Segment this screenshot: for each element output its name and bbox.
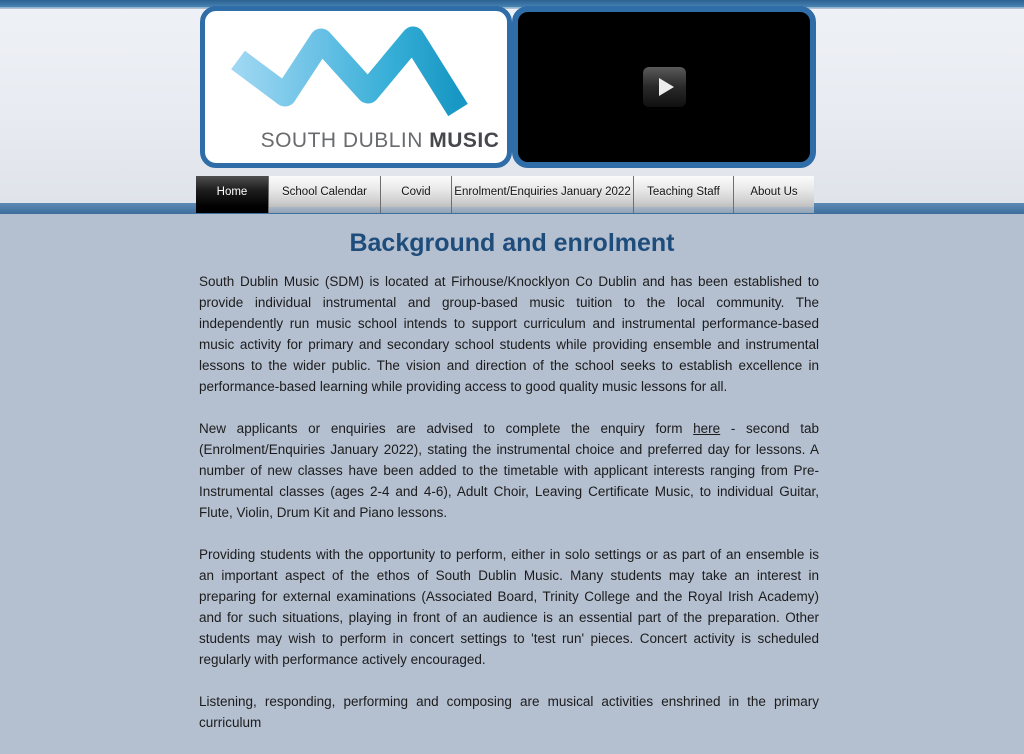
main-navigation <box>196 176 814 213</box>
paragraph-performance: Providing students with the opportunity to perform, either in solo settings or as part of an ensemble is an important aspect of the ethos of South Dublin Music. Many students may take an interest in preparing for external examinations (Associated Board, Trinity College and the Royal Irish Academy) and for such situations, playing in front of an audience is an essential part of the preparation. Other students may wish to perform in concert settings to 'test run' pieces. Concert activity is scheduled regularly with performance actively encouraged. <box>199 547 819 667</box>
tab-about-us-label: About Us <box>734 176 814 207</box>
tab-covid-label: Covid <box>381 176 451 207</box>
tab-enrolment-enquiries-label: Enrolment/Enquiries January 2022 <box>452 176 633 207</box>
brand-name-left: SOUTH DUBLIN <box>260 129 430 152</box>
paragraph-enrolment-before-link: New applicants or enquiries are advised to complete the enquiry form <box>199 421 694 436</box>
tab-covid[interactable] <box>380 176 451 213</box>
tab-about-us[interactable] <box>733 176 814 213</box>
tab-enrolment-enquiries[interactable] <box>451 176 633 213</box>
brand-name <box>253 129 507 153</box>
tab-school-calendar-label: School Calendar <box>269 176 380 207</box>
page-title: Background and enrolment <box>349 229 675 257</box>
play-icon <box>659 78 674 96</box>
tab-home-label: Home <box>196 176 268 207</box>
top-border-strip <box>0 0 1024 8</box>
play-button[interactable] <box>643 67 686 107</box>
brand-name-right: MUSIC <box>429 129 500 152</box>
tab-school-calendar[interactable] <box>268 176 380 213</box>
tab-home[interactable] <box>196 176 268 213</box>
paragraph-curriculum: Listening, responding, performing and composing are musical activities enshrined in the primary curriculum <box>199 694 819 730</box>
main-content <box>0 214 1024 730</box>
tab-teaching-staff[interactable] <box>633 176 733 213</box>
video-player[interactable] <box>512 6 816 168</box>
paragraph-enrolment <box>199 418 819 523</box>
site-logo[interactable] <box>200 6 512 168</box>
body-text-column <box>199 271 819 754</box>
paragraph-enrolment-after-link: - second tab (Enrolment/Enquiries January 2022), stating the instrumental choice and preferred day for lessons. A number of new classes have been added to the timetable with applicant interests ranging from Pre-Instrumental classes (ages 2-4 and 4-6), Adult Choir, Leaving Certificate Music, to individual Guitar, Flute, Violin, Drum Kit and Piano lessons. <box>199 421 820 520</box>
enquiry-form-link[interactable]: here <box>693 421 721 436</box>
tab-teaching-staff-label: Teaching Staff <box>634 176 733 207</box>
paragraph-intro: South Dublin Music (SDM) is located at Firhouse/Knocklyon Co Dublin and has been established to provide individual instrumental and group-based music tuition to the local community. The independently run music school intends to support curriculum and instrumental performance-based music activity for primary and secondary school students while providing ensemble and instrumental lessons to the wider public. The vision and direction of the school seeks to establish excellence in performance-based learning while providing access to good quality music lessons for all. <box>199 274 819 394</box>
